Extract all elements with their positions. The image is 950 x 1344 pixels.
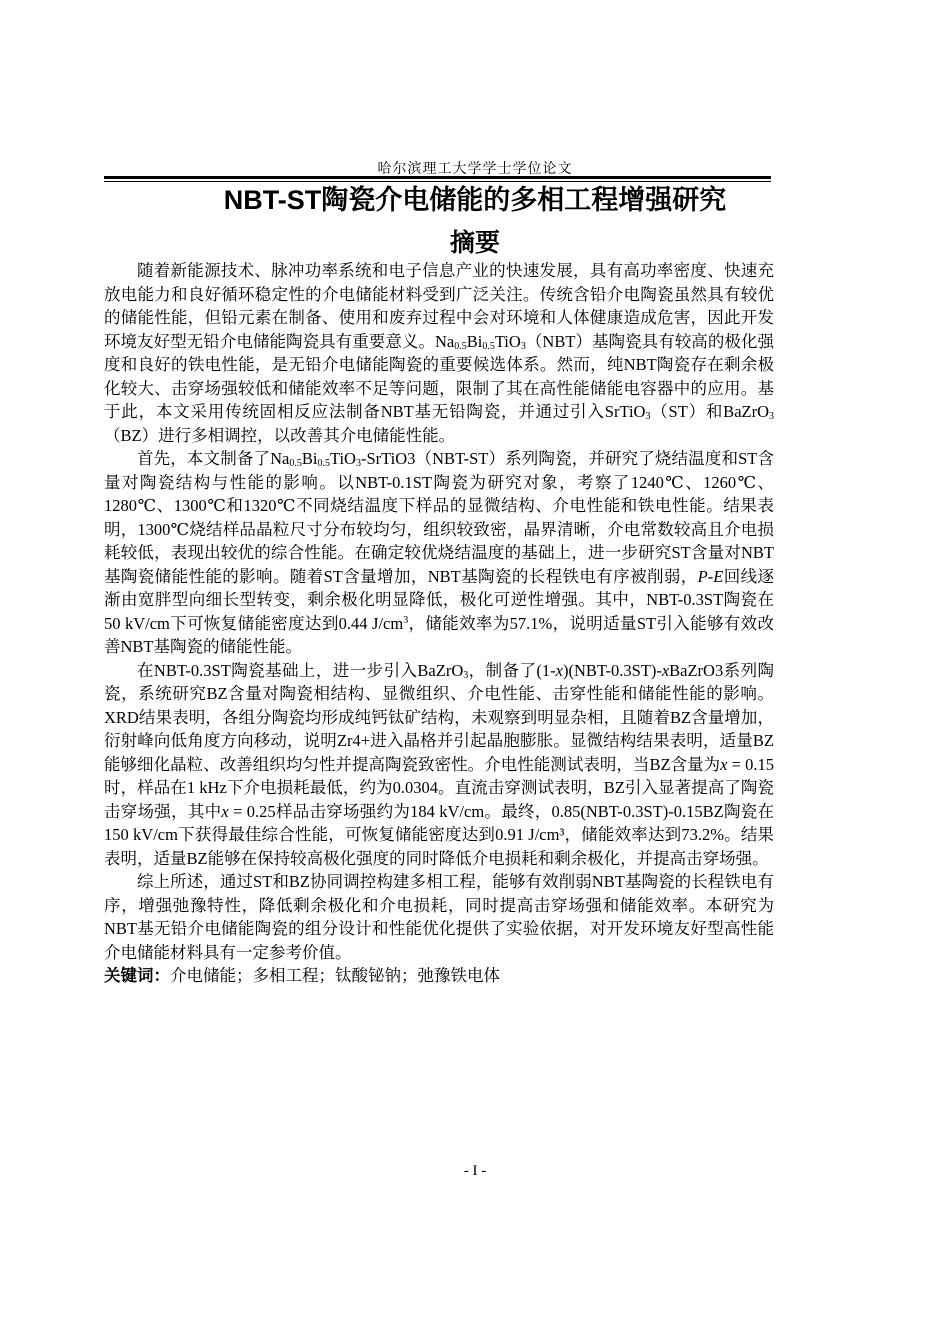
- p1-sub-1: 0.5: [454, 340, 467, 352]
- abstract-paragraph-2: [104, 447, 774, 659]
- p1-text-e: （ST）和BaZrO: [650, 402, 770, 421]
- keywords-line: [104, 964, 774, 989]
- abstract-body: [104, 259, 774, 989]
- p3-italic-x1: x: [555, 660, 563, 680]
- keywords-label: 关键词：: [104, 967, 170, 985]
- p2-text-d: -SrTiO3（NBT-ST）系列陶瓷，并研究了烧结温度和ST含量对陶瓷结构与性能的影响。以NBT-0.1ST陶瓷为研究对象，考察了1240℃、1260℃、1280℃、1300℃和1320℃不同烧结温度下样品的显微结构、介电性能和铁电性能。结果表明，1300℃烧结样品晶粒尺寸分布较均匀，组织较致密，晶界清晰，介电常数较高且介电损耗较低，表现出较优的综合性能。在确定较优烧结温度的基础上，进一步研究ST含量对NBT基陶瓷储能性能的影响。随着ST含量增加，NBT基陶瓷的长程铁电有序被削弱，: [104, 449, 774, 586]
- p3-italic-x2: x: [661, 660, 670, 680]
- p2-text-c: TiO: [329, 449, 356, 468]
- abstract-paragraph-1: [104, 259, 774, 447]
- p1-text-b: Bi: [466, 331, 483, 351]
- header-rule-thick: [104, 176, 771, 179]
- p3-text-f: = 0.25样品击穿场强约为184 kV/cm。最终，0.85(NBT-0.3ST)-0.15BZ陶瓷在150 kV/cm下获得最佳综合性能，可恢复储能密度达到0.91 J/cm³，储能效率达到73.2%。结果表明，适量BZ能够在保持较高极化强度的同时降低介电损耗和剩余极化，并提高击穿场强。: [104, 801, 774, 868]
- p1-sub-5: 3: [769, 411, 775, 422]
- p1-text-c: TiO: [494, 331, 521, 351]
- p3-sub-1: 3: [463, 669, 469, 681]
- p2-sup: 3: [403, 614, 409, 626]
- abstract-paragraph-3: [104, 659, 774, 871]
- p2-sub-1: 0.5: [289, 458, 302, 469]
- p1-text-d: （NBT）基陶瓷具有较高的极化强度和良好的铁电性能，是无铅介电储能陶瓷的重要候选体系。然而，纯NBT陶瓷存在剩余极化较大、击穿场强较低和储能效率不足等问题，限制了其在高性能储能电容器中的应用。基于此，本文采用传统固相反应法制备NBT基无铅陶瓷，并通过引入SrTiO: [104, 331, 774, 421]
- p3-text-a: 在NBT-0.3ST陶瓷基础上，进一步引入BaZrO: [137, 660, 464, 680]
- abstract-paragraph-4: 综上所述，通过ST和BZ协同调控构建多相工程，能够有效削弱NBT基陶瓷的长程铁电有序，增强弛豫特性，降低剩余极化和介电损耗，同时提高击穿场强和储能效率。本研究为NBT基无铅介电储能陶瓷的组分设计和性能优化提供了实验依据，对开发环境友好型高性能介电储能材料具有一定参考价值。: [104, 872, 774, 962]
- p2-sub-2: 0.5: [317, 458, 330, 469]
- p2-text-b: Bi: [301, 449, 318, 468]
- p3-text-d: BaZrO3系列陶瓷，系统研究BZ含量对陶瓷相结构、显微组织、介电性能、击穿性能和储能性能的影响。XRD结果表明，各组分陶瓷均形成纯钙钛矿结构，未观察到明显杂相，且随着BZ含量增加，衍射峰向低角度方向移动，说明Zr4+进入晶格并引起晶胞膨胀。显微结构结果表明，适量BZ能够细化晶粒、改善组织均匀性并提高陶瓷致密性。介电性能测试表明，当BZ含量为: [104, 660, 774, 774]
- p2-text-e: 回线逐渐由宽胖型向细长型转变，剩余极化明显降低，极化可逆性增强。其中，NBT-0.3ST陶瓷在50 kV/cm下可恢复储能密度达到0.44 J/cm: [104, 566, 774, 633]
- p3-text-c: )(NBT-0.3ST)-: [562, 660, 662, 680]
- p1-text-a: 随着新能源技术、脉冲功率系统和电子信息产业的快速发展，具有高功率密度、快速充放电能力和良好循环稳定性的介电储能材料受到广泛关注。传统含铅介电陶瓷虽然具有较优的储能性能，但铅元素在制备、使用和废弃过程中会对环境和人体健康造成危害，因此开发环境友好型无铅介电储能陶瓷具有重要意义。Na: [104, 261, 774, 351]
- thesis-title: NBT-ST陶瓷介电储能的多相工程增强研究: [223, 185, 727, 215]
- p3-italic-x4: x: [221, 801, 229, 821]
- p2-text-f: ，储能效率为57.1%，说明适量ST引入能够有效改善NBT基陶瓷的储能性能。: [104, 613, 775, 656]
- abstract-heading: 摘要: [449, 228, 500, 257]
- p3-text-b: ，制备了(1-: [468, 660, 556, 680]
- keywords-text: 介电储能；多相工程；钛酸铋钠；弛豫铁电体: [170, 966, 500, 985]
- p2-italic-pe: P-E: [697, 566, 724, 586]
- p1-sub-2: 0.5: [482, 340, 495, 352]
- p2-sub-3: 3: [355, 458, 361, 469]
- p2-text-a: 首先，本文制备了Na: [137, 449, 290, 468]
- p1-sub-4: 3: [645, 411, 651, 422]
- p3-italic-x3: x: [720, 754, 728, 774]
- page-number: - I -: [463, 1163, 487, 1179]
- p3-text-e: = 0.15时，样品在1 kHz下介电损耗最低，约为0.0304。直流击穿测试表明，BZ引入显著提高了陶瓷击穿场强，其中: [104, 754, 774, 821]
- p1-text-f: （BZ）进行多相调控，以改善其介电储能性能。: [104, 425, 456, 445]
- running-header: 哈尔滨理工大学学士学位论文: [377, 162, 573, 177]
- p1-sub-3: 3: [520, 340, 526, 352]
